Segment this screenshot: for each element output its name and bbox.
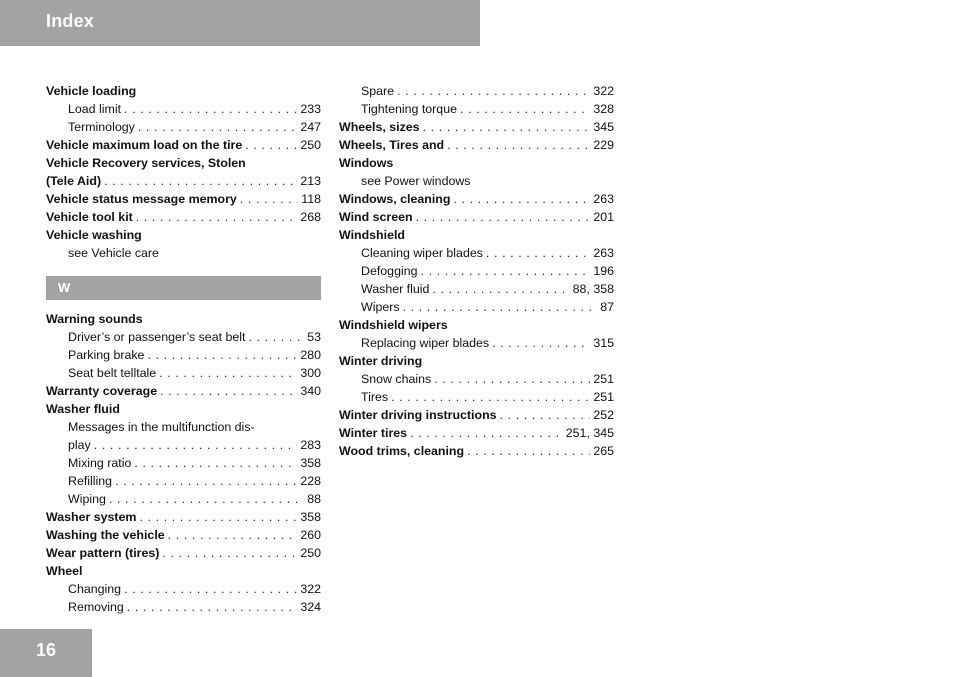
index-entry [46, 208, 321, 226]
index-column-right [339, 82, 614, 460]
dot-leader [139, 508, 297, 526]
index-entry [339, 442, 614, 460]
index-entry-page: 265 [593, 444, 614, 458]
dot-leader [168, 526, 298, 544]
dot-leader [410, 424, 563, 442]
index-entry [339, 208, 614, 226]
index-entry-page: 247 [300, 120, 321, 134]
index-entry [339, 82, 614, 100]
index-entry-page: 201 [593, 210, 614, 224]
index-entry-page: 53 [307, 330, 321, 344]
index-entry-term: Tightening torque [361, 102, 457, 116]
dot-leader [109, 490, 304, 508]
dot-leader [136, 208, 298, 226]
index-entry [339, 388, 614, 406]
index-entry [46, 436, 321, 454]
index-entry-term: Winter driving instructions [339, 408, 497, 422]
index-entry [46, 544, 321, 562]
index-entry-page: 251, 345 [565, 426, 614, 440]
index-entry [46, 490, 321, 508]
index-entry-page: 251 [593, 372, 614, 386]
dot-leader [403, 298, 598, 316]
index-entry-term: Vehicle washing [46, 228, 142, 242]
index-block-v [46, 82, 321, 262]
index-entry [46, 136, 321, 154]
index-entry-term: Wiping [68, 492, 106, 506]
index-entry-term: Driver’s or passenger’s seat belt [68, 330, 246, 344]
index-entry [46, 364, 321, 382]
index-entry-page: 213 [300, 174, 321, 188]
index-entry-page: 315 [593, 336, 614, 350]
index-entry [46, 244, 321, 262]
index-entry-term: Cleaning wiper blades [361, 246, 483, 260]
index-entry-page: 340 [300, 384, 321, 398]
index-entry-term: Wear pattern (tires) [46, 546, 160, 560]
index-entry-term: Wheel [46, 564, 83, 578]
dot-leader [421, 262, 591, 280]
index-entry-term: Wheels, Tires and [339, 138, 445, 152]
index-entry-term: Windshield [339, 228, 405, 242]
index-entry [46, 400, 321, 418]
index-entry-term: Messages in the multifunction dis- [68, 420, 255, 434]
dot-leader [434, 370, 590, 388]
index-entry-term: Parking brake [68, 348, 145, 362]
index-entry-page: 229 [593, 138, 614, 152]
dot-leader [127, 598, 298, 616]
index-entry-page: 88, 358 [572, 282, 614, 296]
index-entry-term: Defogging [361, 264, 418, 278]
index-entry [46, 310, 321, 328]
index-entry-page: 263 [593, 192, 614, 206]
index-entry [46, 190, 321, 208]
index-entry [339, 226, 614, 244]
index-entry-page: 118 [301, 192, 321, 206]
index-entry-page: 358 [300, 510, 321, 524]
index-entry-term: Removing [68, 600, 124, 614]
page-number-tab [0, 629, 92, 677]
index-entry [46, 118, 321, 136]
index-entry-page: 196 [593, 264, 614, 278]
index-entry [339, 244, 614, 262]
index-entry [339, 190, 614, 208]
page-number: 16 [35, 640, 57, 660]
index-entry-page: 228 [300, 474, 321, 488]
index-entry-term: Windows, cleaning [339, 192, 451, 206]
index-entry [46, 226, 321, 244]
index-entry [339, 280, 614, 298]
index-entry-term: Vehicle Recovery services, Stolen [46, 156, 246, 170]
index-entry-term: Refilling [68, 474, 113, 488]
section-heading-w: W [46, 276, 321, 300]
index-entry-term: Terminology [68, 120, 135, 134]
dot-leader [453, 190, 590, 208]
index-entry-term: play [68, 438, 91, 452]
index-entry-page: 345 [593, 120, 614, 134]
index-entry [46, 580, 321, 598]
index-entry-term: Vehicle loading [46, 84, 137, 98]
dot-leader [104, 172, 297, 190]
dot-leader [423, 118, 591, 136]
index-entry [339, 406, 614, 424]
dot-leader [134, 454, 297, 472]
dot-leader [432, 280, 569, 298]
index-entry-page: 252 [593, 408, 614, 422]
index-column-left [46, 82, 321, 616]
index-entry-term: Wipers [361, 300, 400, 314]
dot-leader [245, 136, 297, 154]
index-entry-term: Washing the vehicle [46, 528, 165, 542]
index-entry-term: Snow chains [361, 372, 432, 386]
index-entry-term: Wheels, sizes [339, 120, 420, 134]
index-entry-term: Mixing ratio [68, 456, 132, 470]
index-entry-page: 280 [300, 348, 321, 362]
index-entry [339, 136, 614, 154]
dot-leader [159, 364, 297, 382]
index-entry-term: Winter tires [339, 426, 408, 440]
index-entry-term: Washer fluid [361, 282, 430, 296]
index-entry-page: 268 [300, 210, 321, 224]
dot-leader [397, 82, 590, 100]
index-entry-term: Load limit [68, 102, 122, 116]
index-entry-page: 263 [593, 246, 614, 260]
index-entry-page: 300 [300, 366, 321, 380]
index-entry-page: 88 [307, 492, 321, 506]
index-entry-term: Changing [68, 582, 122, 596]
index-entry [339, 118, 614, 136]
index-entry [46, 562, 321, 580]
index-entry [339, 316, 614, 334]
header-bar [0, 0, 480, 46]
dot-leader [115, 472, 297, 490]
index-entry-term: Wood trims, cleaning [339, 444, 465, 458]
index-entry [339, 298, 614, 316]
dot-leader [460, 100, 590, 118]
index-entry-term: Vehicle maximum load on the tire [46, 138, 243, 152]
dot-leader [248, 328, 304, 346]
index-entry-term: Spare [361, 84, 395, 98]
index-entry [339, 334, 614, 352]
dot-leader [492, 334, 590, 352]
index-entry-page: 324 [300, 600, 321, 614]
index-block-w-continued [339, 82, 614, 460]
dot-leader [467, 442, 590, 460]
index-entry [339, 424, 614, 442]
index-entry [46, 598, 321, 616]
index-entry-term: see Vehicle care [68, 246, 159, 260]
index-block-w [46, 310, 321, 616]
index-entry [46, 172, 321, 190]
index-entry-page: 358 [300, 456, 321, 470]
index-entry [339, 154, 614, 172]
index-entry-term: Warning sounds [46, 312, 143, 326]
index-entry-page: 322 [593, 84, 614, 98]
index-entry-page: 328 [593, 102, 614, 116]
dot-leader [447, 136, 590, 154]
index-entry [46, 82, 321, 100]
index-entry-page: 250 [300, 546, 321, 560]
index-entry [46, 508, 321, 526]
index-entry-term: Windows [339, 156, 394, 170]
index-entry-term: Tires [361, 390, 389, 404]
index-entry-term: Vehicle status message memory [46, 192, 237, 206]
index-entry [339, 352, 614, 370]
index-entry [46, 382, 321, 400]
index-entry [339, 100, 614, 118]
index-entry-term: Warranty coverage [46, 384, 158, 398]
index-entry [46, 418, 321, 436]
index-entry [46, 100, 321, 118]
index-entry-term: Wind screen [339, 210, 413, 224]
index-entry-page: 251 [593, 390, 614, 404]
index-entry-term: Washer system [46, 510, 137, 524]
index-entry-page: 87 [600, 300, 614, 314]
index-entry [46, 346, 321, 364]
index-entry-term: (Tele Aid) [46, 174, 102, 188]
index-entry [339, 172, 614, 190]
dot-leader [416, 208, 591, 226]
index-entry [46, 472, 321, 490]
index-entry-page: 233 [300, 102, 321, 116]
index-entry-page: 260 [300, 528, 321, 542]
dot-leader [138, 118, 298, 136]
dot-leader [486, 244, 590, 262]
dot-leader [124, 100, 297, 118]
index-entry-term: Winter driving [339, 354, 423, 368]
index-entry-page: 283 [300, 438, 321, 452]
dot-leader [160, 382, 297, 400]
index-entry-term: Washer fluid [46, 402, 120, 416]
index-entry-page: 322 [300, 582, 321, 596]
index-entry [339, 370, 614, 388]
dot-leader [147, 346, 297, 364]
index-entry-page: 250 [300, 138, 321, 152]
page-title: Index [46, 11, 95, 31]
index-entry [46, 454, 321, 472]
dot-leader [391, 388, 590, 406]
dot-leader [240, 190, 298, 208]
index-entry [46, 526, 321, 544]
index-entry-term: Windshield wipers [339, 318, 448, 332]
index-entry [46, 328, 321, 346]
dot-leader [500, 406, 591, 424]
index-entry-term: Replacing wiper blades [361, 336, 490, 350]
index-entry [46, 154, 321, 172]
index-entry [339, 262, 614, 280]
index-entry-term: Seat belt telltale [68, 366, 157, 380]
dot-leader [124, 580, 297, 598]
dot-leader [94, 436, 298, 454]
index-entry-term: Vehicle tool kit [46, 210, 133, 224]
dot-leader [162, 544, 297, 562]
index-entry-term: see Power windows [361, 174, 471, 188]
